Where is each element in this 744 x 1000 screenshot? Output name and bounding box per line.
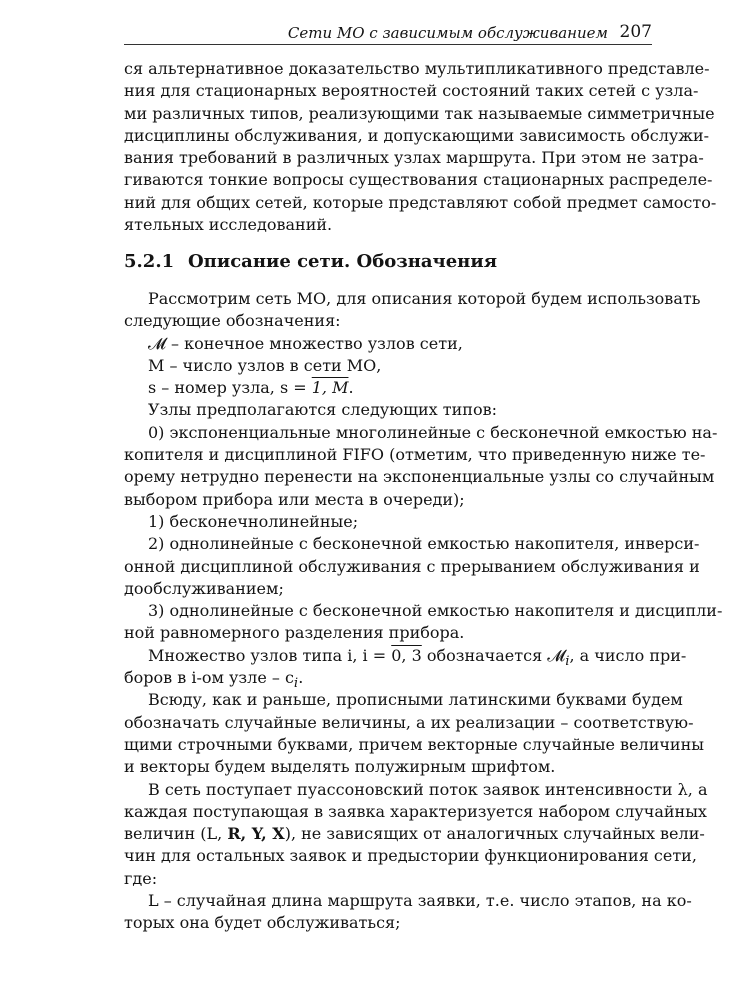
text-span: , а число при- — [569, 645, 687, 665]
section-title: Описание сети. Обозначения — [188, 251, 497, 272]
text-line: ния для стационарных вероятностей состояний таких сетей с узла- — [124, 81, 699, 101]
text-line: следующие обозначения: — [124, 311, 341, 331]
subscript: i — [293, 676, 299, 692]
text-span: . — [298, 668, 304, 688]
text-line — [124, 377, 652, 399]
text-line: Рассмотрим сеть МО, для описания которой будем использовать — [148, 289, 701, 308]
text-line: ной равномерного разделения прибора. — [124, 623, 465, 643]
bold-vectors: R, Y, X — [227, 824, 285, 844]
text-line: орему нетрудно перенести на экспоненциальные узлы со случайным — [124, 467, 715, 487]
section-number: 5.2.1 — [124, 251, 175, 272]
text-line: дисциплины обслуживания, и допускающими зависимость обслужи- — [124, 125, 710, 145]
text-line: где: — [124, 868, 158, 888]
text-line: 2) однолинейные с бесконечной емкостью накопителя, инверси- — [148, 534, 700, 554]
text-line: ся альтернативное доказательство мультипликативного представле- — [124, 59, 710, 78]
text-line: ятельных исследований. — [124, 215, 333, 235]
text-span: обозначается 𝓜 — [421, 645, 566, 665]
text-line — [124, 823, 705, 845]
section-heading — [124, 251, 497, 272]
page-number: 207 — [619, 22, 652, 42]
text-line — [124, 667, 652, 692]
text-line: L – случайная длина маршрута заявки, т.е. число этапов, на ко- — [148, 891, 692, 911]
text-line: и векторы будем выделять полужирным шрифтом. — [124, 757, 556, 777]
text-span: боров в i-ом узле – c — [124, 668, 294, 688]
text-line: вания требований в различных узлах маршрута. При этом не затра- — [124, 148, 704, 168]
running-title: Сети МО с зависимым обслуживанием — [287, 24, 608, 42]
text-line: 1) бесконечнолинейные; — [148, 511, 359, 531]
text-line: онной дисциплиной обслуживания с прерыванием обслуживания и — [124, 556, 700, 576]
text-span: . — [348, 378, 354, 398]
text-line: M – число узлов в сети МО, — [148, 355, 382, 375]
text-line: 𝓜 – конечное множество узлов сети, — [148, 333, 463, 353]
text-line: ми различных типов, реализующими так называемые симметричные — [124, 103, 715, 123]
running-header — [124, 22, 652, 45]
text-line: 0) экспоненциальные многолинейные с бесконечной емкостью на- — [148, 422, 718, 442]
text-line: каждая поступающая в заявка характеризуется набором случайных — [124, 801, 707, 821]
text-line: дообслуживанием; — [124, 578, 284, 598]
text-line: чин для остальных заявок и предыстории функционирования сети, — [124, 846, 697, 866]
range-overline: 0, 3 — [391, 645, 422, 665]
text-line: выбором прибора или места в очереди); — [124, 489, 465, 509]
range-overline: 1, M — [311, 378, 349, 398]
text-line: обозначать случайные величины, а их реализации – соответствую- — [124, 712, 694, 732]
subscript: i — [565, 653, 570, 669]
text-span: величин (L, — [124, 824, 228, 844]
text-line: гиваются тонкие вопросы существования стационарных распределе- — [124, 170, 713, 190]
paragraph-intro — [124, 58, 717, 236]
text-line: В сеть поступает пуассоновский поток заявок интенсивности λ, а — [148, 779, 708, 799]
text-line: ний для общих сетей, которые представляют собой предмет самосто- — [124, 192, 717, 212]
text-span: Множество узлов типа i, i = — [148, 645, 392, 665]
text-span: ), не зависящих от аналогичных случайных вели- — [284, 824, 705, 844]
text-line: щими строчными буквами, причем векторные случайные величины — [124, 734, 704, 754]
text-line — [124, 645, 687, 669]
text-line: копителя и дисциплиной FIFO (отметим, что приведенную ниже те- — [124, 445, 706, 465]
text-line: Узлы предполагаются следующих типов: — [148, 400, 497, 420]
text-line: торых она будет обслуживаться; — [124, 913, 401, 933]
text-line: 3) однолинейные с бесконечной емкостью накопителя и дисципли- — [148, 601, 723, 621]
text-span: s – номер узла, s = — [148, 378, 312, 398]
section-body — [124, 288, 723, 935]
text-line: Всюду, как и раньше, прописными латинскими буквами будем — [148, 690, 683, 710]
